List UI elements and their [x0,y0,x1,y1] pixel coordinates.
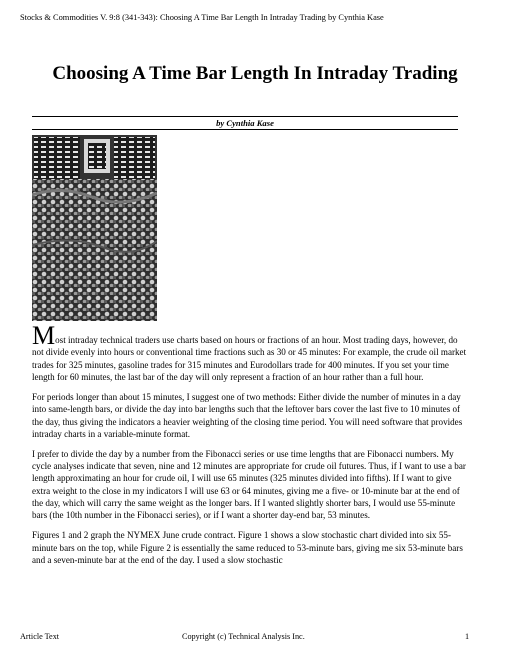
article-title: Choosing A Time Bar Length In Intraday Trading [52,63,458,84]
bottom-rule [32,129,458,130]
paragraph-1 [32,321,470,383]
top-rule [32,116,458,117]
trading-floor-photo [32,135,157,321]
paragraph-1-text: ost intraday technical traders use charts based on hours or fractions of an hour. Most trading days, however, do not divide evenly into hours or conventional time fractions such as 30 or 45 minutes: For example, the crude oil market trades for 325 minutes, gasoline trades for 315 minutes and Eurodollars trade for 400 minutes. If you set your time length for 60 minutes, the last bar of the day will only represent a fraction of an hour rather than a full hour. [32,335,467,383]
paragraph-3: I prefer to divide the day by a number from the Fibonacci series or use time lengths that are Fibonacci numbers. My cycle analyses indicate that seven, nine and 12 minutes are appropriate for crude oil futures. Thus, if I want to use a bar length approximating an hour for crude oil, I will use 65 minutes (325 minutes divided into fifths). If I want to give extra weight to the close in my indicators I will use 63 or 64 minutes, giving me a five- or 10-minute bar at the end of the day, which will carry the same weight as the longer bars. If I wanted slightly shorter bars, I would use 55-minute bars (the 10th number in the Fibonacci series), or if I want a shorter day-end bar, 53 minutes. [32,448,466,521]
paragraph-4: Figures 1 and 2 graph the NYMEX June crude contract. Figure 1 shows a slow stochastic chart divided into six 55-minute bars on the top, while Figure 2 is essentially the same reduced to 53-minute bars, giving me six 53-minute bars and a seven-minute bar at the end of the day. I used a slow stochastic [32,530,463,565]
byline: by Cynthia Kase [216,118,274,128]
trading-floor-image [32,135,157,321]
article-body [32,321,470,574]
drop-cap: M [32,321,56,350]
paragraph-2: For periods longer than about 15 minutes, I suggest one of two methods: Either divide the number of minutes in a day into same-length bars, or divide the day into bar lengths such that the leftover bars cover the last five to 10 minutes of the day, thus giving the indicators a heavier weighting of the closing time period. You will need software that provides intraday charts in a variable-minute format. [32,391,463,439]
running-header: Stocks & Commodities V. 9:8 (341-343): Choosing A Time Bar Length In Intraday Trading by Cynthia Kase [20,13,384,22]
footer-copyright: Copyright (c) Technical Analysis Inc. [182,632,305,641]
footer-left: Article Text [20,632,60,641]
page-number: 1 [465,632,470,641]
